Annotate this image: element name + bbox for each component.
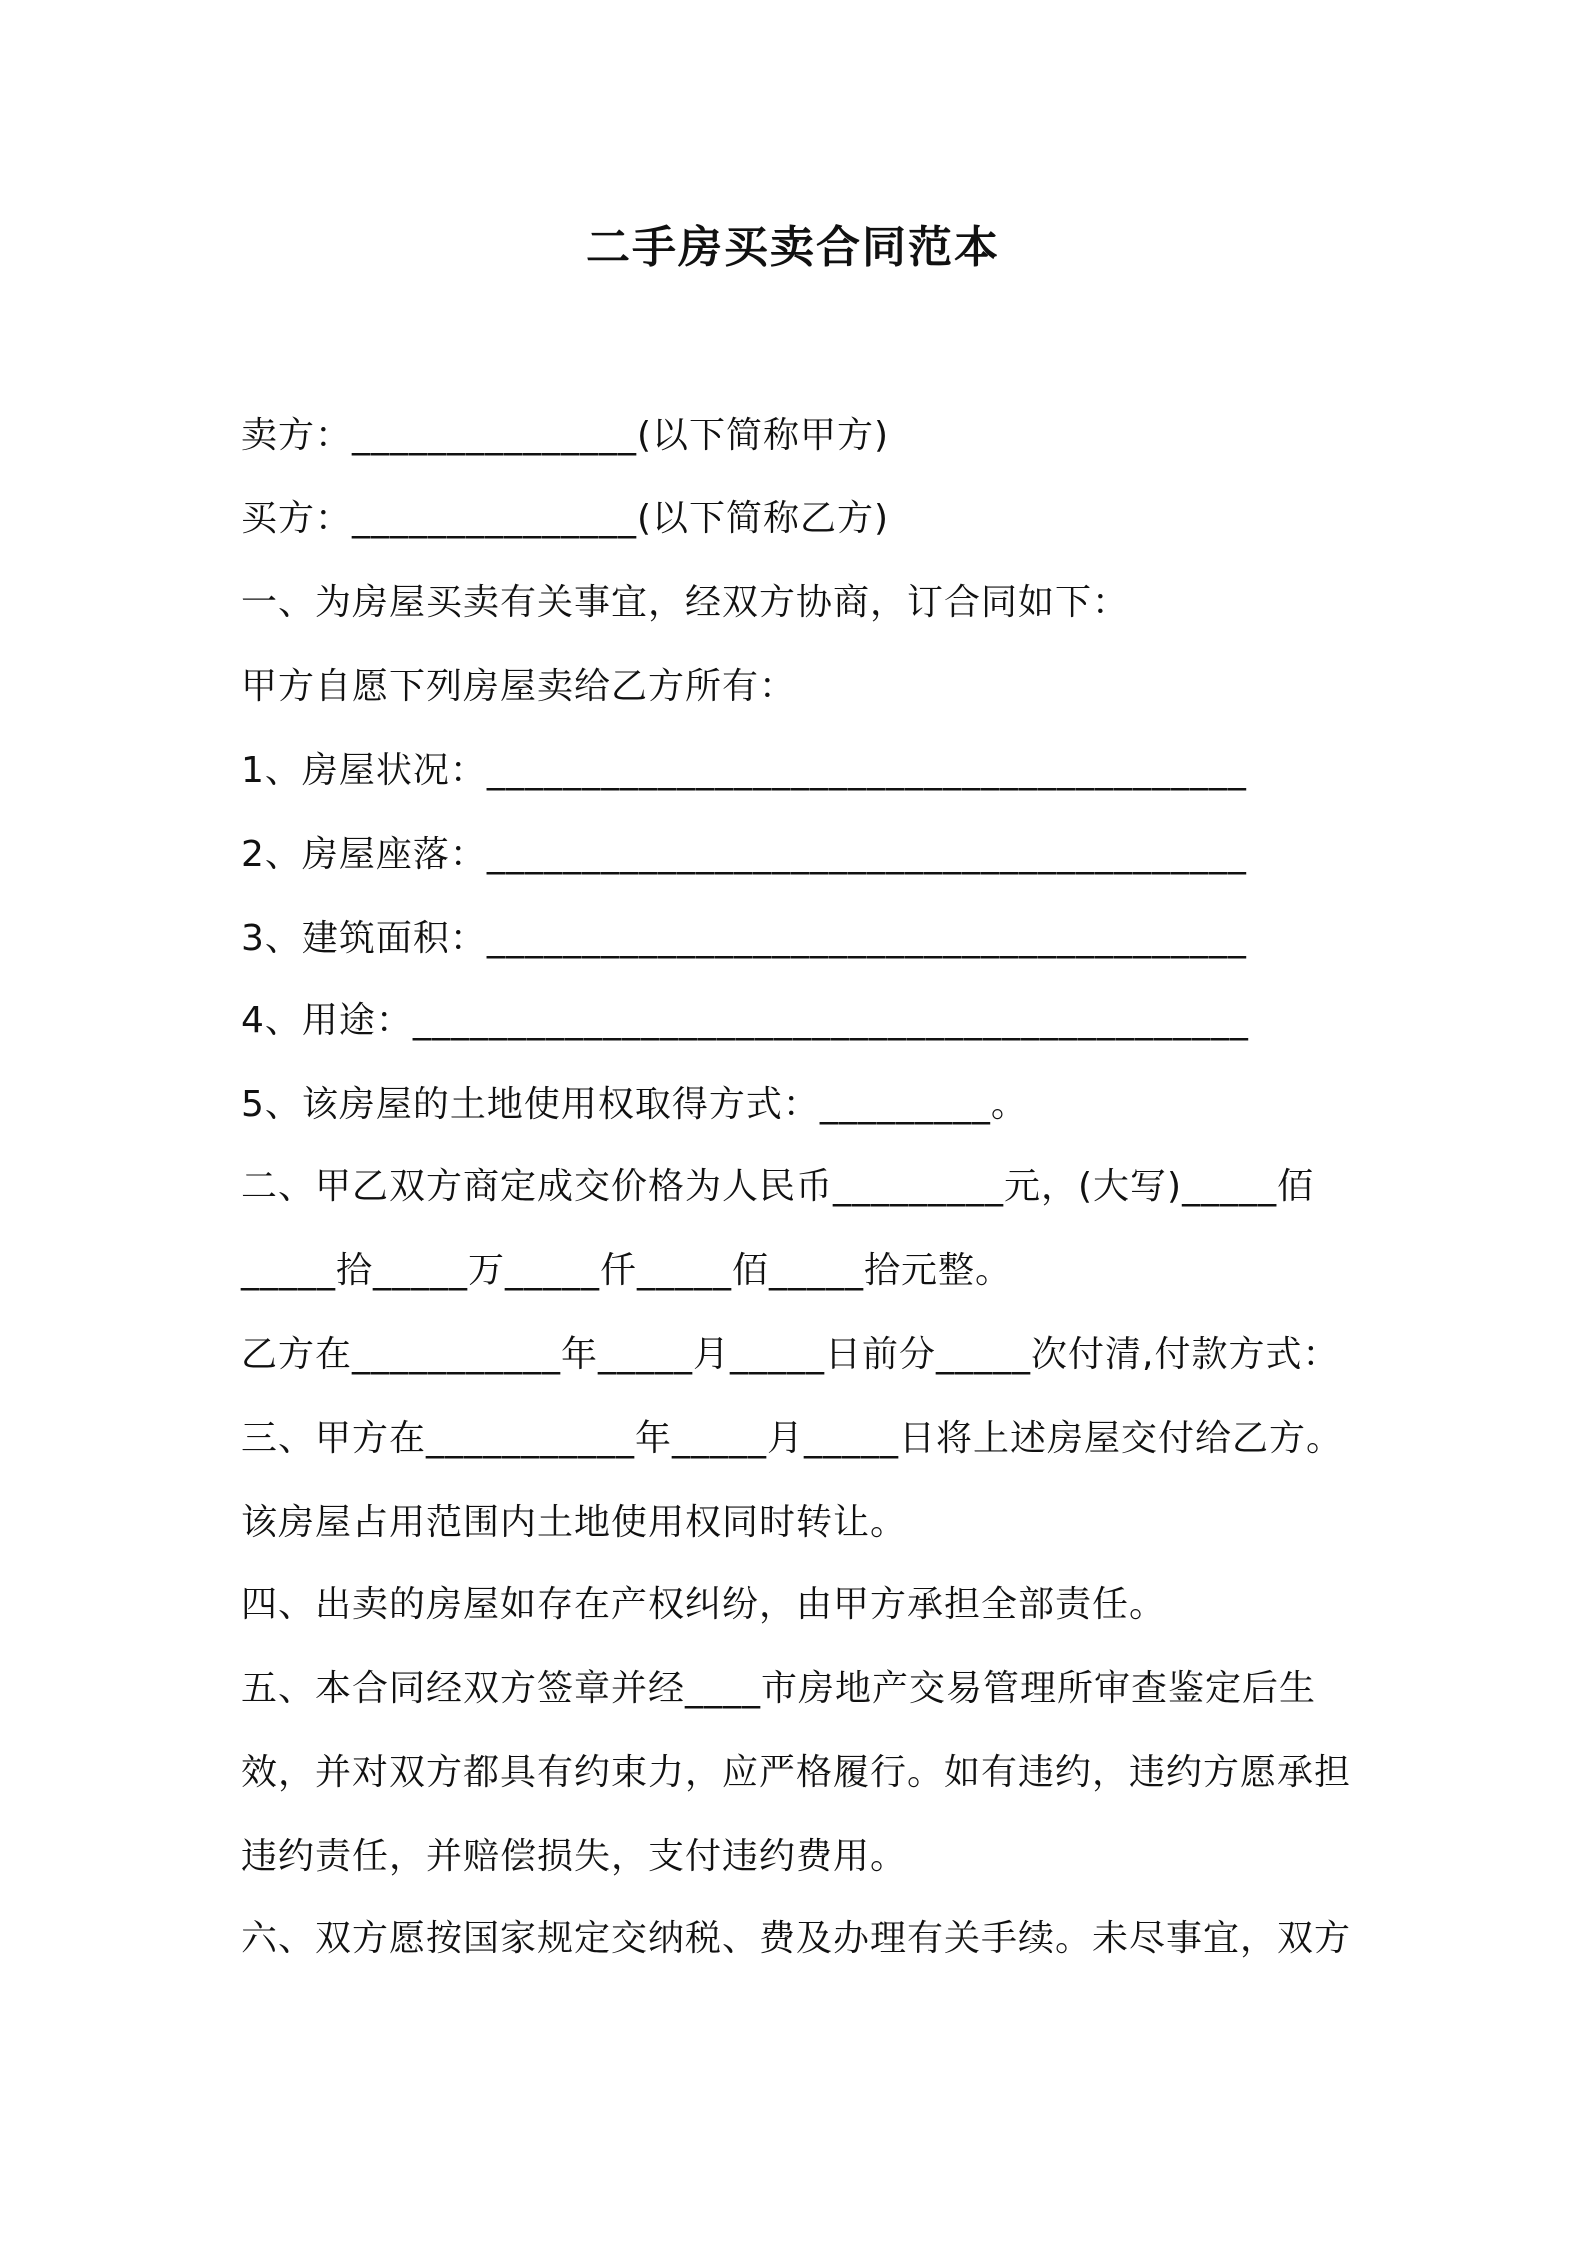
clause-1-statement: 甲方自愿下列房屋卖给乙方所有： [241,666,797,707]
clause-3-delivery: 三、甲方在___________年_____月_____日将上述房屋交付给乙方。 [241,1418,1344,1459]
clause-5-line-2: 效，并对双方都具有约束力，应严格履行。如有违约，违约方愿承担 [241,1752,1352,1793]
item-building-area: 3、建筑面积：________________________________________ [241,918,1247,959]
buyer-line: 买方：_______________(以下简称乙方) [241,498,890,539]
seller-line: 卖方：_______________(以下简称甲方) [241,415,890,456]
clause-1-intro: 一、为房屋买卖有关事宜，经双方协商，订合同如下： [241,582,1130,623]
clause-3-land-transfer: 该房屋占用范围内土地使用权同时转让。 [241,1502,908,1543]
clause-2-price-uppercase: _____拾_____万_____仟_____佰_____拾元整。 [241,1250,1013,1291]
clause-2-price: 二、甲乙双方商定成交价格为人民币_________元，(大写)_____佰 [241,1166,1315,1207]
document-title: 二手房买卖合同范本 [586,222,1000,273]
item-usage: 4、用途：____________________________________________ [241,1000,1249,1041]
clause-6-line-1: 六、双方愿按国家规定交纳税、费及办理有关手续。未尽事宜，双方 [241,1918,1352,1959]
clause-5-line-1: 五、本合同经双方签章并经____市房地产交易管理所审查鉴定后生 [241,1668,1317,1709]
item-house-condition: 1、房屋状况：________________________________________ [241,750,1247,791]
clause-4-dispute: 四、出卖的房屋如存在产权纠纷，由甲方承担全部责任。 [241,1584,1167,1625]
item-house-location: 2、房屋座落：________________________________________ [241,834,1247,875]
item-land-use-right: 5、该房屋的土地使用权取得方式：_________。 [241,1084,1028,1125]
clause-2-payment: 乙方在___________年_____月_____日前分_____次付清,付款方式： [241,1334,1340,1375]
clause-5-line-3: 违约责任，并赔偿损失，支付违约费用。 [241,1836,908,1877]
